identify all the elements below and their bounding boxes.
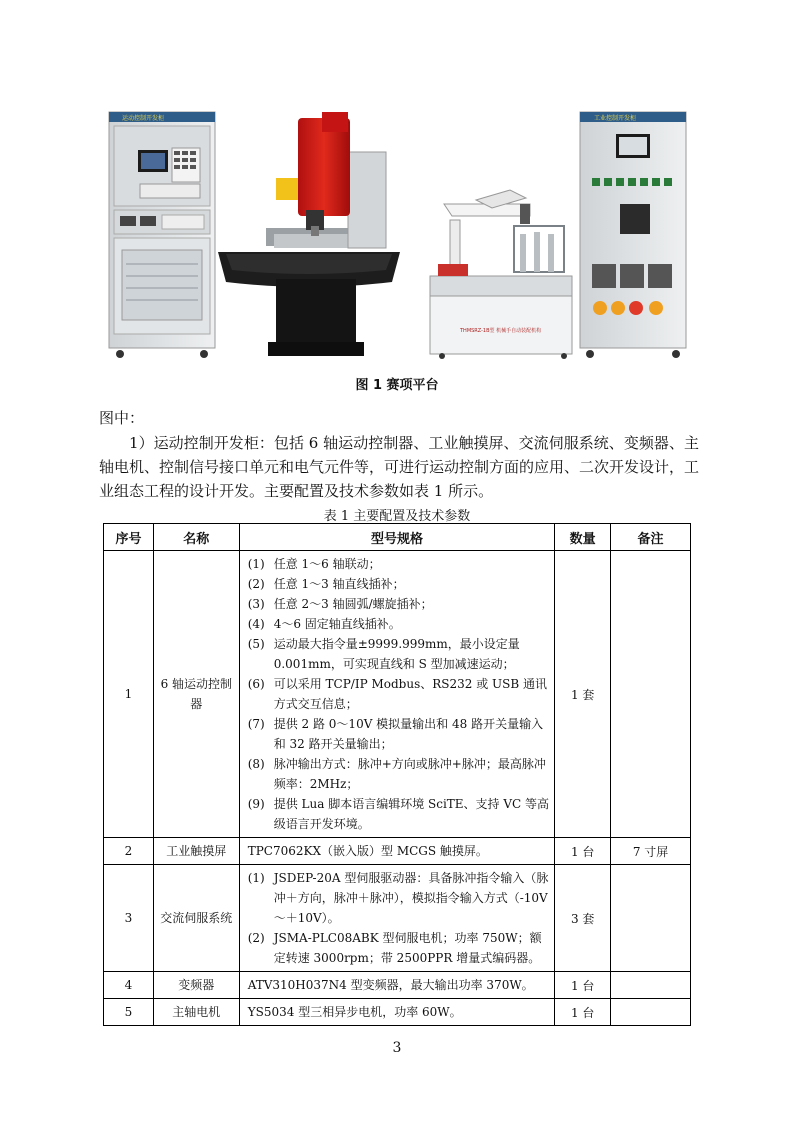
table-row [104,972,691,999]
header-note: 备注 [611,524,691,551]
platform-figure [100,104,696,366]
motion-control-cabinet [109,112,215,358]
table-row [104,838,691,865]
row-note [611,551,691,838]
spec-item: (1) JSDEP-20A 型伺服驱动器：具备脉冲指令输入（脉冲＋方向，脉冲＋脉冲），模拟指令输入方式（-10V～＋10V）。 [247,871,549,925]
table-caption: 表 1 主要配置及技术参数 [323,509,471,524]
row-spec [239,865,555,972]
row-note [611,865,691,972]
header-spec: 型号规格 [239,524,555,551]
spec-item: (2) JSMA-PLC08ABK 型伺服电机；功率 750W；额定转速 3000rpm；带 2500PPR 增量式编码器。 [247,931,542,965]
row-name: 主轴电机 [153,999,239,1026]
spec-item: (5) 运动最大指令量±9999.999mm，最小设定量 0.001mm，可实现直线和 S 型加减速运动； [247,637,520,671]
header-no: 序号 [104,524,154,551]
spec-item: (1) 任意 1～6 轴联动； [247,557,381,571]
platform-photo [100,104,696,366]
figure-label-line: 图中： [99,409,145,427]
cabinet-right-header: 工业控制开发柜 [594,115,637,122]
row-note [611,999,691,1026]
row-qty: 3 套 [555,865,611,972]
row-note [611,972,691,999]
spec-item: (2) 任意 1～3 轴直线插补； [247,577,405,591]
cabinet-left-header: 运动控制开发柜 [122,115,165,122]
row-note: 7 寸屏 [611,838,691,865]
row-qty: 1 台 [555,999,611,1026]
row-qty: 1 台 [555,972,611,999]
row-no: 1 [104,551,154,838]
row-name: 变频器 [153,972,239,999]
row-spec: ATV310H037N4 型变频器，最大输出功率 370W。 [239,972,555,999]
spec-table [103,523,691,1026]
table-row [104,999,691,1026]
row-name: 工业触摸屏 [153,838,239,865]
table-row [104,551,691,838]
row-no: 2 [104,838,154,865]
figure-caption: 图 1 赛项平台 [355,378,439,393]
header-qty: 数量 [555,524,611,551]
description-paragraph: 1）运动控制开发柜：包括 6 轴运动控制器、工业触摸屏、交流伺服系统、变频器、主轴电机、控制信号接口单元和电气元件等，可进行运动控制方面的应用、二次开发设计，工业组态工程的设计开发。主要配置及技术参数如表 1 所示。 [99,434,700,500]
robot-base-label: THMSRZ-1B型 机械手自动装配机构 [460,328,542,334]
row-name: 6 轴运动控制器 [153,551,239,838]
header-name: 名称 [153,524,239,551]
spec-item: (4) 4～6 固定轴直线插补。 [247,617,401,631]
table-header-row [104,524,691,551]
row-no: 5 [104,999,154,1026]
row-qty: 1 台 [555,838,611,865]
row-name: 交流伺服系统 [153,865,239,972]
spec-item: (7) 提供 2 路 0～10V 模拟量输出和 48 路开关量输入和 32 路开关量输出； [247,717,544,751]
spec-item: (3) 任意 2～3 轴圆弧/螺旋插补； [247,597,433,611]
table-row [104,865,691,972]
row-no: 3 [104,865,154,972]
row-spec [239,551,555,838]
spec-item: (6) 可以采用 TCP/IP Modbus、RS232 或 USB 通讯方式交互信息； [247,677,547,711]
row-qty: 1 套 [555,551,611,838]
row-spec: TPC7062KX（嵌入版）型 MCGS 触摸屏。 [239,838,555,865]
milling-machine [218,112,400,356]
row-spec: YS5034 型三相异步电机，功率 60W。 [239,999,555,1026]
industrial-control-cabinet [580,112,686,358]
spec-item: (9) 提供 Lua 脚本语言编辑环境 SciTE、支持 VC 等高级语言开发环境。 [247,797,550,831]
page-number: 3 [392,1040,402,1056]
robot-assembly-unit [430,190,572,359]
row-no: 4 [104,972,154,999]
spec-item: (8) 脉冲输出方式：脉冲+方向或脉冲+脉冲；最高脉冲频率：2MHz； [247,757,546,791]
